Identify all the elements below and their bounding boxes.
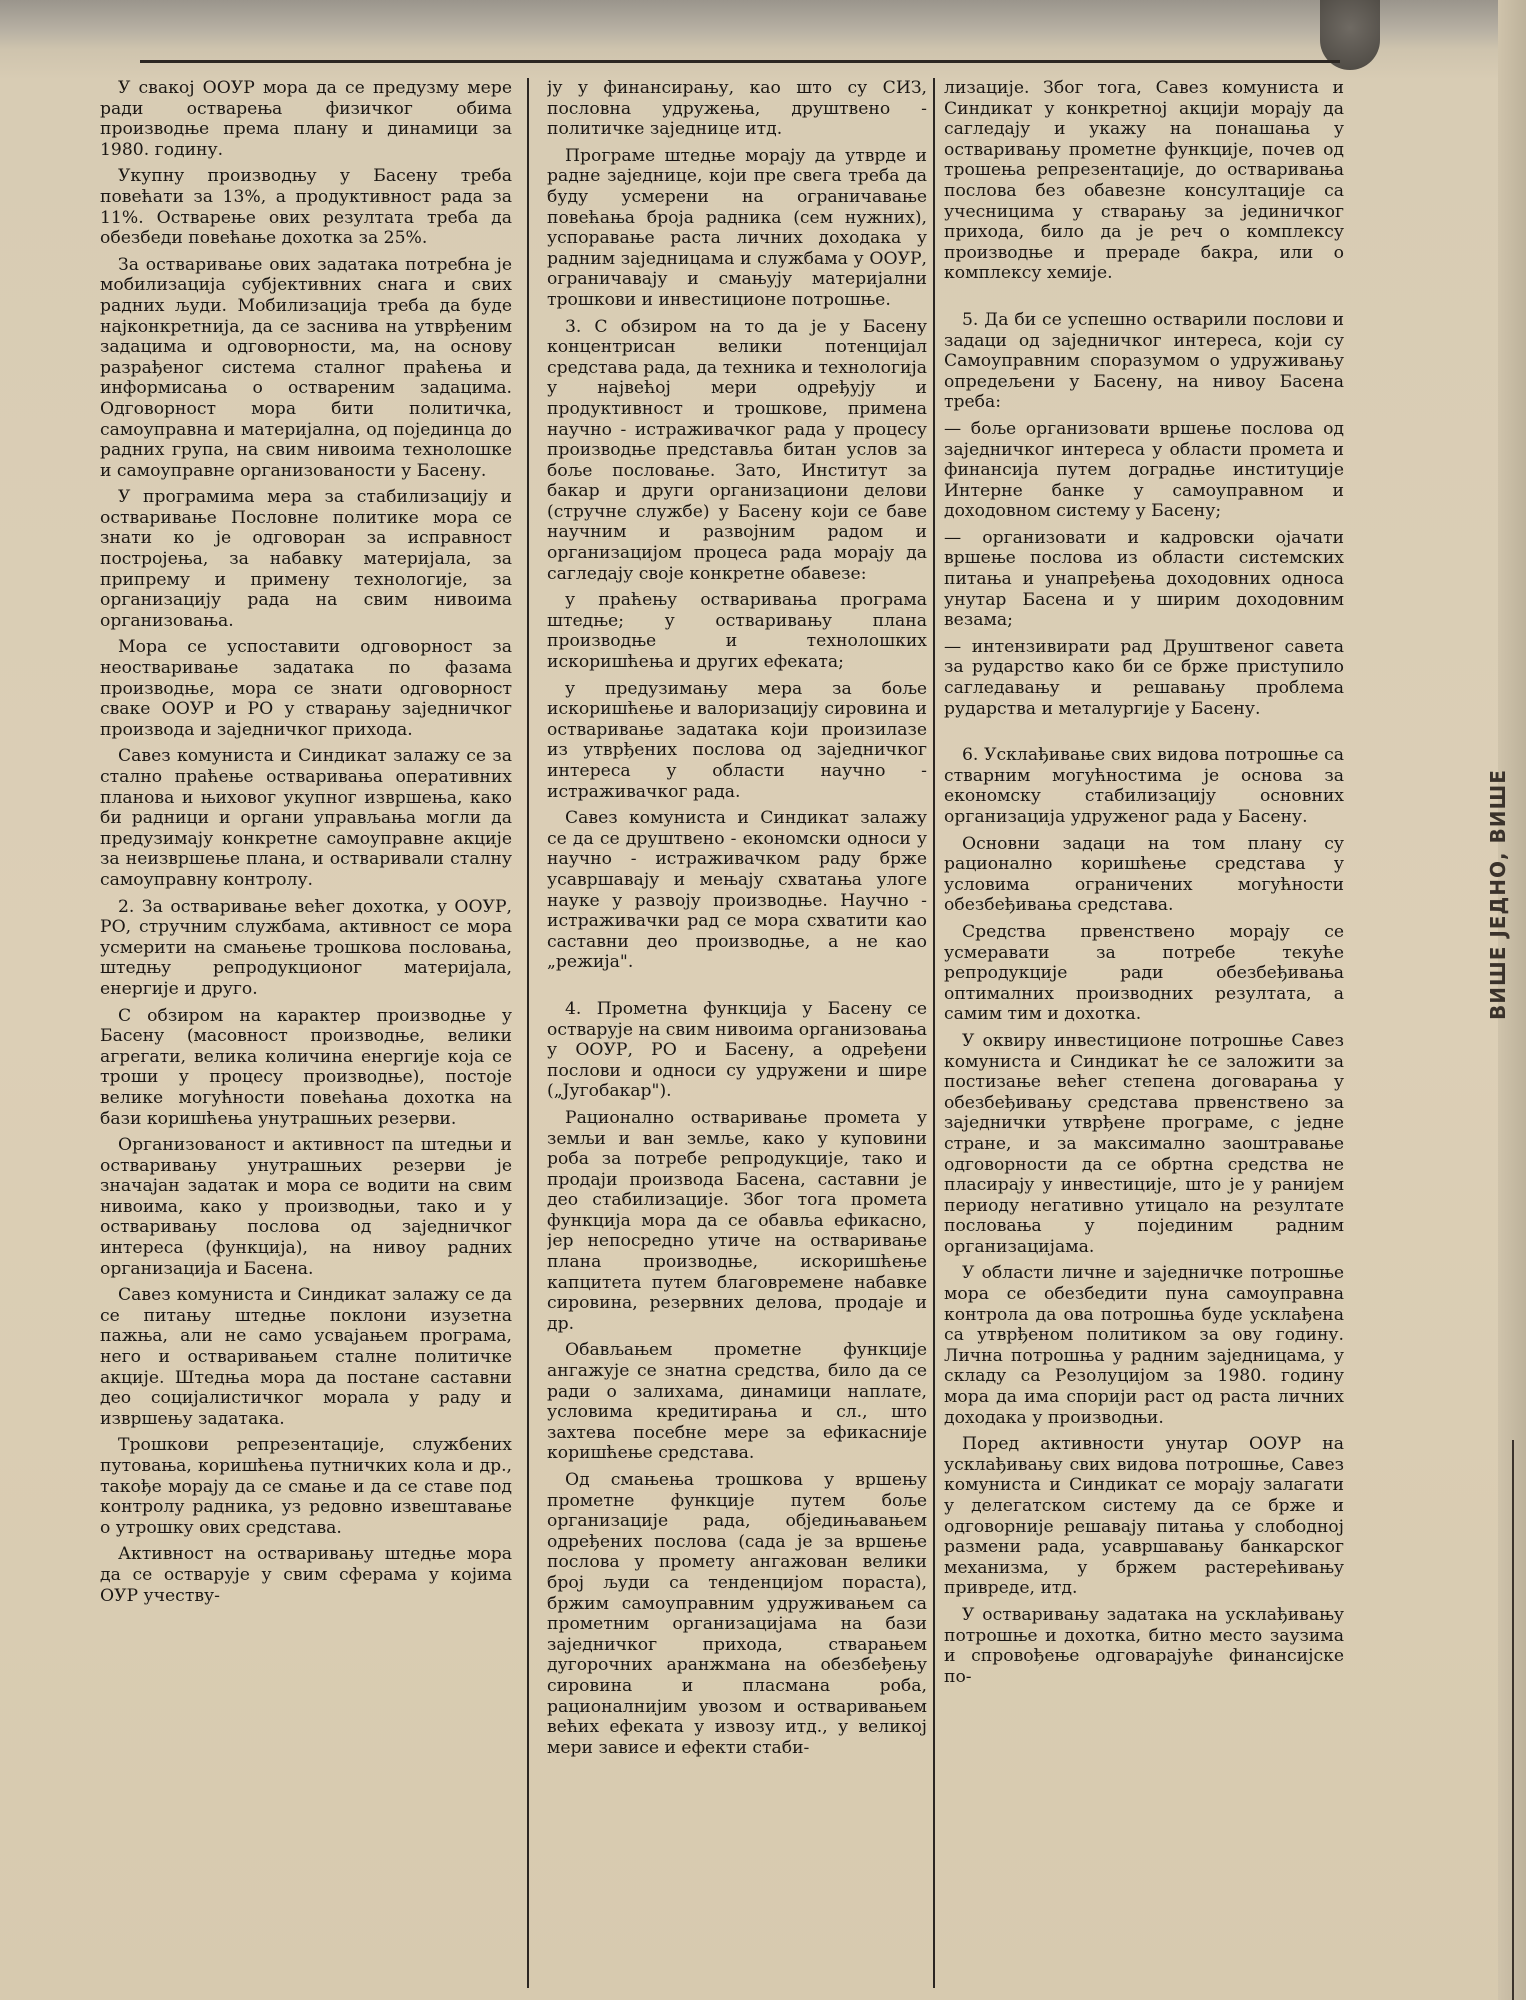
paragraph: Од смањења трошкова у вршењу прометне функције путем боље организације рада, обједињавањем одређених послова (сада је за вршење послова у промету ангажован велики број људи са тенденцијом пораста), бржим самоуправним удруживањем са прометним организацијама на бази заједничког прихода, стварањем дугорочних аранжмана на обезбеђењу сировина и пласмана роба, рационалнијим увозом и остваривањем већих ефеката у извозу итд., у великој мери зависе и ефекти стаби- xyxy=(547,1470,927,1758)
paragraph: — интензивирати рад Друштвеног савета за рударство како би се брже приступило сагледавању и решавању проблема рударства и металургије у Басену. xyxy=(944,636,1344,719)
adjacent-page-text: ВИШЕ ЈЕДНО, ВИШЕ xyxy=(1486,769,1510,1020)
paragraph: У свакој ООУР мора да се предузму мере ради остварења физичког обима производње према плану и динамици за 1980. годину. xyxy=(100,78,512,160)
paragraph: Укупну производњу у Басену треба повећати за 13%, а продуктивност рада за 11%. Остварење ових резултата треба да обезбеди повећање дохотка за 25%. xyxy=(100,166,512,249)
column-divider-1 xyxy=(527,78,529,1988)
paragraph: ју у финансирању, као што су СИЗ, пословна удружења, друштвено - политичке заједнице итд. xyxy=(547,78,927,140)
header-rule xyxy=(140,60,1340,63)
paragraph: Програме штедње морају да утврде и радне заједнице, који пре свега треба да буду усмерени на ограничавање повећања броја радника (сем нужних), успоравање раста личних доходака у радним заједницама и службама у ООУР, ограничавају и смањују материјални трошкови и инвестиционе потрошње. xyxy=(547,145,927,310)
paragraph: За остваривање ових задатака потребна је мобилизација субјективних снага и свих радних људи. Мобилизација треба да буде најконкретнија, да се заснива на утврђеним задацима и одговорности, ма, на основу разрађеног система сталног праћења и информисања о оствареним задацима. Одговорност мора бити политичка, самоуправна и материјална, од појединца до радних група, на свим нивоима технолошке и самоуправне организованости у Басену. xyxy=(100,254,512,481)
text-column-1 xyxy=(100,78,512,1988)
paragraph: Активност на остваривању штедње мора да се остварује у свим сферама у којима ОУР учеству- xyxy=(100,1544,512,1606)
paragraph: — организовати и кадровски ојачати вршење послова из области системских питања и унапређења доходовних односа унутар Басена и у ширим доходовним везама; xyxy=(944,527,1344,631)
paragraph: 6. Усклађивање свих видова потрошње са стварним могућностима је основа за економску стабилизацију основних организација удруженог рада у Басену. xyxy=(944,745,1344,827)
paragraph: Савез комуниста и Синдикат залажу се да се питању штедње поклони изузетна пажња, али не само усвајањем програма, него и остваривањем сталне политичке акције. Штедња мора да постане саставни део социјалистичког морала у раду и извршењу задатака. xyxy=(100,1285,512,1429)
paragraph: Обављањем прометне функције ангажује се знатна средства, било да се ради о залихама, динамици наплате, условима кредитирања и сл., што захтева посебне мере за ефикасније коришћење средстава. xyxy=(547,1340,927,1464)
paragraph: 5. Да би се успешно остварили послови и задаци од заједничког интереса, који су Самоуправним споразумом о удруживању опредељени у Басену, на нивоу Басена треба: xyxy=(944,309,1344,413)
paragraph: — боље организовати вршење послова од заједничког интереса у области промета и финансија путем доградње институције Интерне банке у самоуправном и доходовном систему у Басену; xyxy=(944,418,1344,522)
paragraph: 2. За остваривање већег дохотка, у ООУР, РО, стручним службама, активност се мора усмерити на смањење трошкова пословања, штедњу репродукционог материјала, енергије и друго. xyxy=(100,896,512,999)
paragraph: Организованост и активност па штедњи и остваривању унутрашњих резерви је значајан задатак и мора се водити на свим нивоима, како у производњи, тако и у остваривању послова од заједничког интереса (функција), на нивоу радних организација и Басена. xyxy=(100,1135,512,1279)
paragraph: Савез комуниста и Синдикат залажу се за стално праћење остваривања оперативних планова и њиховог укупног извршења, како би радници и органи управљања могли да предузимају конкретне самоуправне акције за неизвршење плана, и остваривали сталну самоуправну контролу. xyxy=(100,746,512,890)
paragraph: Савез комуниста и Синдикат залажу се да се друштвено - економски односи у научно - истраживачком раду брже усавршавају и мењају схватања улоге науке у развоју производње. Научно - истраживачки рад се мора схватити као саставни део производње, а не као „режија". xyxy=(547,808,927,973)
paragraph: у предузимању мера за боље искоришћење и валоризацију сировина и остваривање задатака који произилазе из утврђених послова од заједничког интереса у области научно - истраживачког рада. xyxy=(547,678,927,802)
paragraph: Основни задаци на том плану су рационално коришћење средстава у условима ограничених могућности обезбеђивања средстава. xyxy=(944,833,1344,916)
paragraph: У програмима мера за стабилизацију и остваривање Пословне политике мора се знати ко је одговоран за исправност постројења, за набавку материјала, за припрему и примену технологије, за организацију рада на свим нивоима организовања. xyxy=(100,487,512,631)
paragraph: Средства првенствено морају се усмеравати за потребе текуће репродукције ради обезбеђивања оптималних производних резултата, а самим тим и дохотка. xyxy=(944,921,1344,1025)
column-divider-2 xyxy=(933,78,935,1988)
paragraph: С обзиром на карактер производње у Басену (масовност производње, велики агрегати, велика количина енергије која се троши у процесу производње), постоје велике могућности повећања дохотка на бази коришћења унутрашњих резерви. xyxy=(100,1005,512,1129)
paragraph: 3. С обзиром на то да је у Басену концентрисан велики потенцијал средстава рада, да техника и технологија у највећој мери одређују и продуктивност и трошкове, примена научно - истраживачког рада у процесу производње представља битан услов за боље пословање. Зато, Институт за бакар и други организациони делови (стручне службе) у Басену који се баве научним и развојним радом и организацијом процеса рада морају да сагледају своје конкретне обавезе: xyxy=(547,316,927,584)
text-column-2 xyxy=(547,78,927,1988)
top-margin-shadow xyxy=(0,0,1526,50)
paragraph: Поред активности унутар ООУР на усклађивању свих видова потрошње, Савез комуниста и Синдикат се морају залагати у делегатском систему да се брже и одговорније решавају питања у слободној размени рада, усавршавању банкарског механизма, у бржем растерећивању привреде, итд. xyxy=(944,1434,1344,1599)
paragraph: Рационално остваривање промета у земљи и ван земље, како у куповини роба за потребе репродукције, тако и продаји производа Басена, саставни је део стабилизације. Због тога промета функција мора да се обавља ефикасно, јер непосредно утиче на остваривање плана производње, искоришћење капцитета путем благовремене набавке сировина, резервних делова, продаје и др. xyxy=(547,1107,927,1334)
paragraph: у праћењу остваривања програма штедње; у остваривању плана производње и технолошких искоришћења и других ефеката; xyxy=(547,590,927,673)
paragraph: Трошкови репрезентације, службених путовања, коришћења путничких кола и др., такође морају да се смање и да се ставе под контролу радника, уз редовно извештавање о утрошку ових средстава. xyxy=(100,1435,512,1538)
paragraph: лизације. Због тога, Савез комуниста и Синдикат у конкретној акцији морају да сагледају и укажу на понашања у остваривању прометне функције, почев од трошења репрезентације, до остваривања послова без обавезне консултације са учесницима у стварању за јединичког прихода, било да је реч о комплексу производње и прераде бакра, или о комплексу хемије. xyxy=(944,78,1344,284)
text-column-3 xyxy=(944,78,1344,1988)
paragraph: У оквиру инвестиционе потрошње Савез комуниста и Синдикат ће се заложити за постизање већег степена договарања у обезбеђивању средстава првенствено за заједнички утврђене програме, с једне стране, и за максимално заоштравање одговорности да се обртна средства не пласирају у инвестиције, што је у ранијем периоду негативно утицало на резултате пословања у појединим радним организацијама. xyxy=(944,1030,1344,1257)
paragraph: У области личне и заједничке потрошње мора се обезбедити пуна самоуправна контрола да ова потрошња буде усклађена са утврђеном политиком за ову годину. Лична потрошња у радним заједницама, у складу са Резолуцијом за 1980. годину мора да има спорији раст од раста личних доходака у производњи. xyxy=(944,1263,1344,1428)
adjacent-page-rule xyxy=(1512,1440,1514,2000)
paragraph: У остваривању задатака на усклађивању потрошње и дохотка, битно место заузима и спровођење одговарајуће финансијске по- xyxy=(944,1604,1344,1687)
paragraph: 4. Прометна функција у Басену се остварује на свим нивоима организовања у ООУР, РО и Басену, а одређени послови и односи су удружени и шире („Југобакар"). xyxy=(547,998,927,1102)
paragraph: Мора се успоставити одговорност за неостваривање задатака по фазама производње, мора се знати одговорност сваке ООУР и РО у стварању заједничког производа и заједничког прихода. xyxy=(100,637,512,740)
